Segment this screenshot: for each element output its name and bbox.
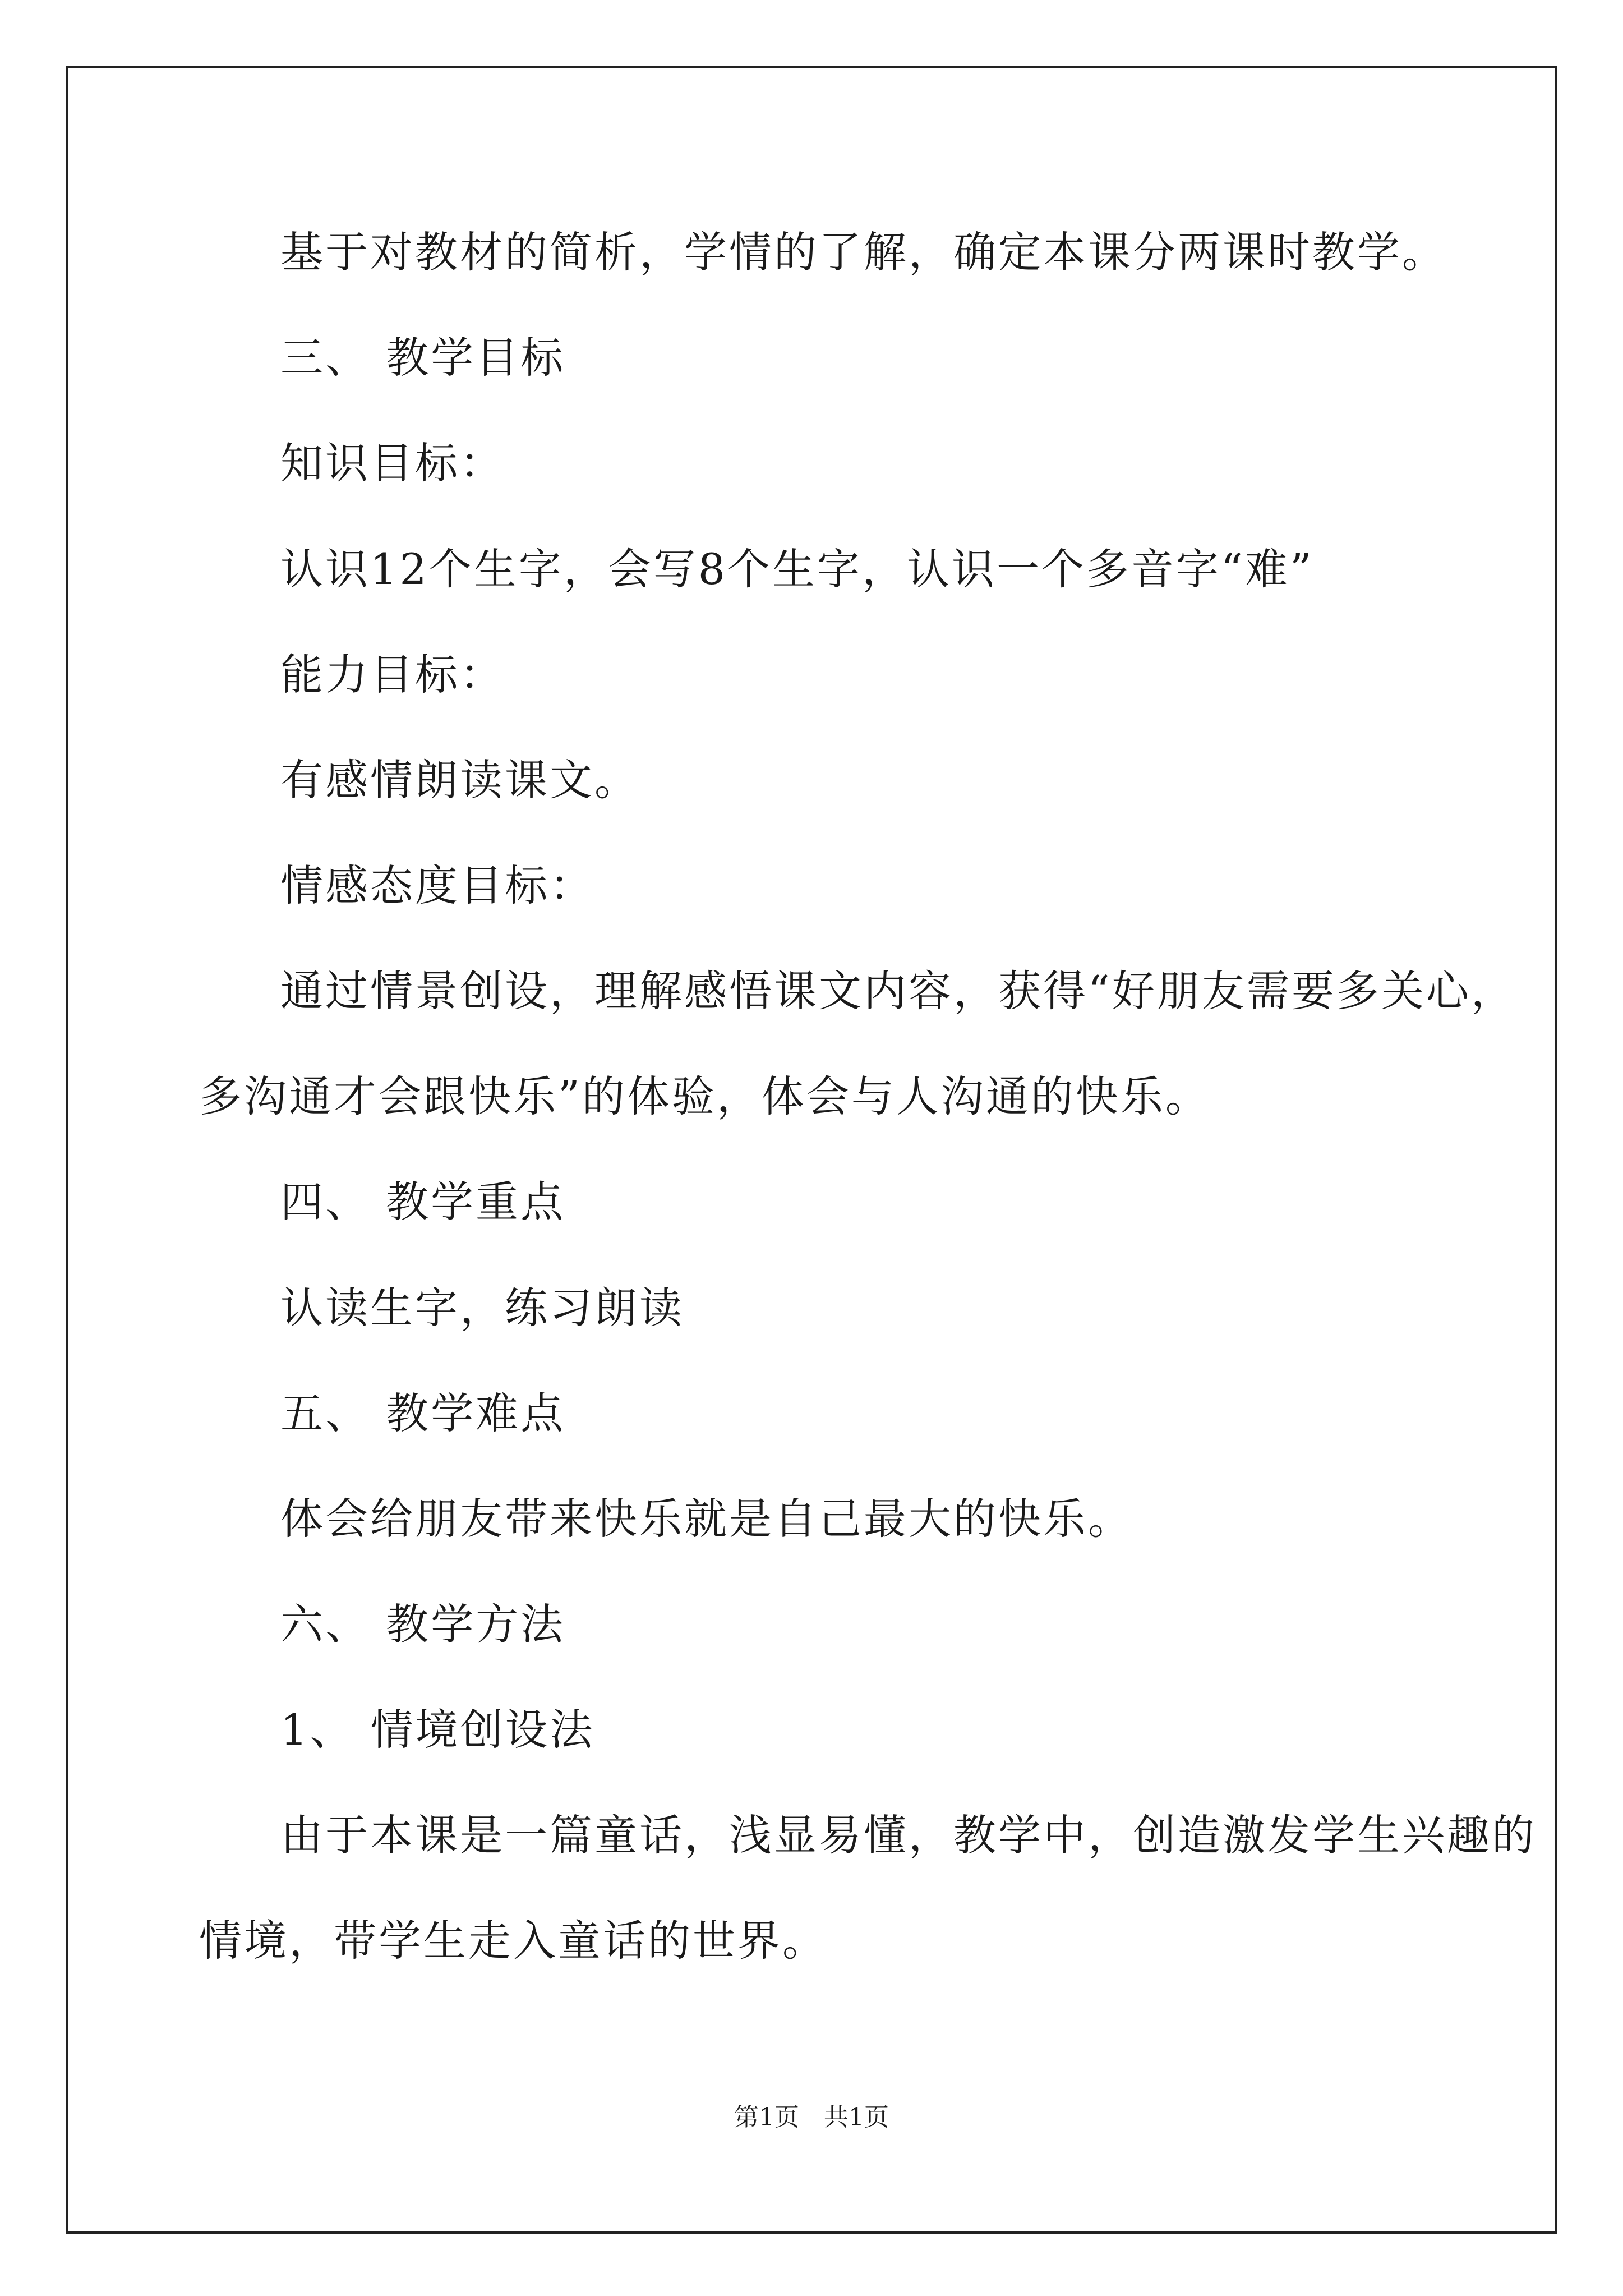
section-heading: 五、 教学难点 <box>280 1388 566 1438</box>
subheading: 情感态度目标： <box>280 861 594 910</box>
paragraph: 体会给朋友带来快乐就是自己最大的快乐。 <box>280 1494 1133 1544</box>
paragraph-continuation: 情境，带学生走入童话的世界。 <box>199 1916 827 1966</box>
paragraph: 认读生字，练习朗读 <box>280 1283 684 1333</box>
paragraph: 认识12个生字，会写8个生字，认识一个多音字“难” <box>280 544 1314 594</box>
paragraph: 通过情景创设，理解感悟课文内容，获得“好朋友需要多关心， <box>280 966 1516 1016</box>
paragraph: 基于对教材的简析，学情的了解，确定本课分两课时教学。 <box>280 227 1447 277</box>
paragraph: 由于本课是一篇童话，浅显易懂，教学中，创造激发学生兴趣的 <box>280 1810 1537 1860</box>
paragraph: 有感情朗读课文。 <box>280 755 639 805</box>
paragraph-continuation: 多沟通才会跟快乐”的体验，体会与人沟通的快乐。 <box>199 1071 1210 1121</box>
section-heading: 四、 教学重点 <box>280 1177 566 1227</box>
subheading: 知识目标： <box>280 438 505 488</box>
subheading: 能力目标： <box>280 650 505 700</box>
list-item-heading: 1、 情境创设法 <box>280 1705 595 1755</box>
section-heading: 六、 教学方法 <box>280 1599 566 1649</box>
page-footer: 第1页 共1页 <box>734 2103 889 2132</box>
section-heading: 三、 教学目标 <box>280 333 566 383</box>
